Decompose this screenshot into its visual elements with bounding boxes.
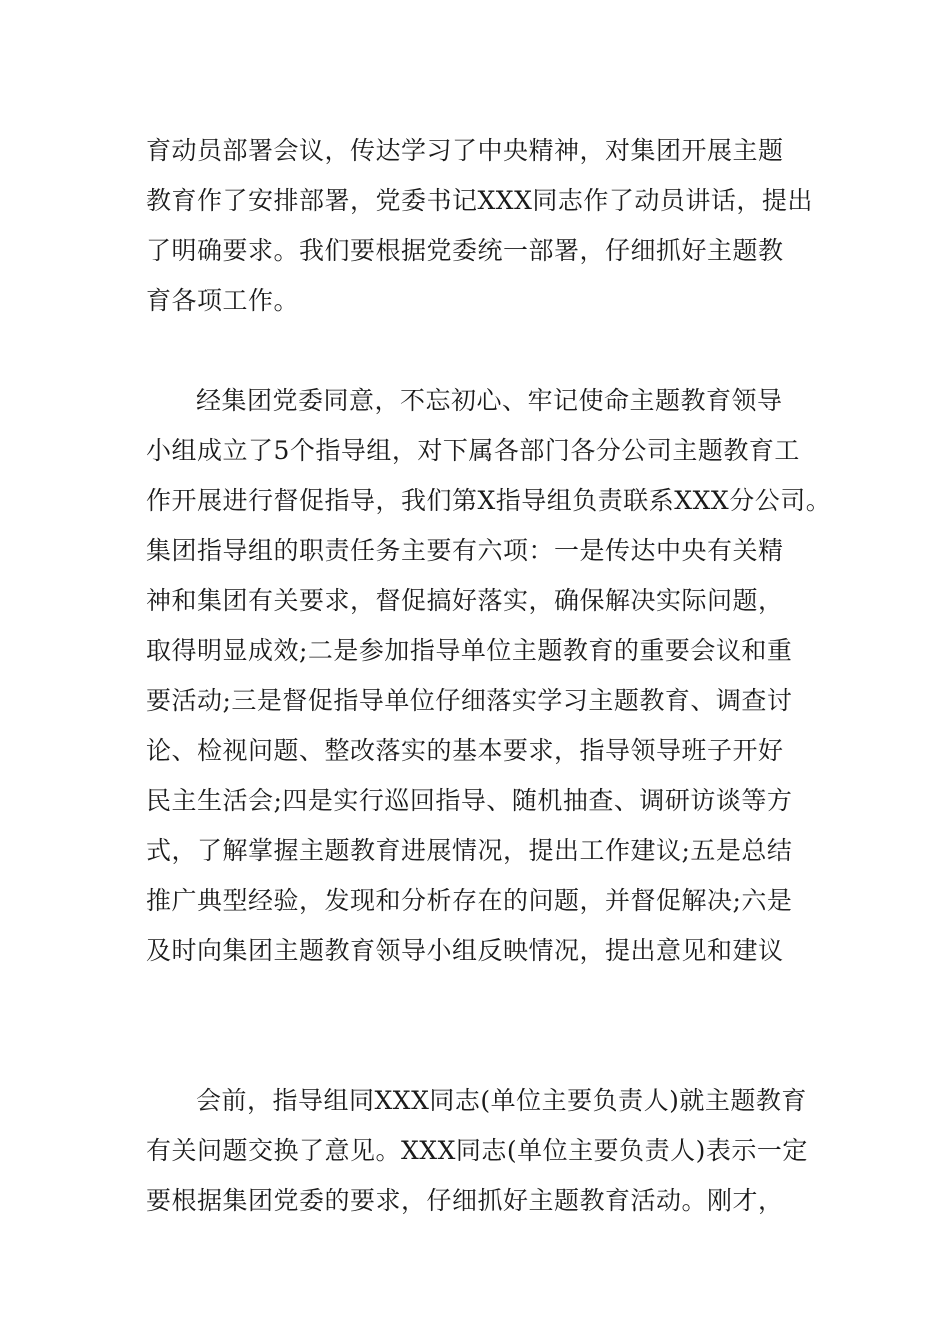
text-line: 经集团党委同意，不忘初心、牢记使命主题教育领导 [196,386,783,415]
paragraph-2 [146,376,832,976]
text-line: 民主生活会;四是实行巡回指导、随机抽查、调研访谈等方 [146,786,793,815]
paragraph-3 [146,1076,826,1226]
paragraph-1 [146,126,826,326]
text-line: 作开展进行督促指导，我们第X指导组负责联系XXX分公司。 [146,486,832,515]
text-line: 要根据集团党委的要求，仔细抓好主题教育活动。刚才， [146,1186,784,1215]
text-line: 教育作了安排部署，党委书记XXX同志作了动员讲话，提出 [146,186,813,215]
text-line: 要活动;三是督促指导单位仔细落实学习主题教育、调查讨 [146,686,793,715]
text-line: 了明确要求。我们要根据党委统一部署，仔细抓好主题教 [146,236,784,265]
text-line: 有关问题交换了意见。XXX同志(单位主要负责人)表示一定 [146,1136,808,1165]
text-line: 推广典型经验，发现和分析存在的问题，并督促解决;六是 [146,886,793,915]
text-line: 论、检视问题、整改落实的基本要求，指导领导班子开好 [146,736,784,765]
text-line: 神和集团有关要求，督促搞好落实，确保解决实际问题， [146,586,784,615]
text-line: 式，了解掌握主题教育进展情况，提出工作建议;五是总结 [146,836,793,865]
text-line: 育动员部署会议，传达学习了中央精神，对集团开展主题 [146,136,784,165]
text-line: 小组成立了5个指导组，对下属各部门各分公司主题教育工 [146,436,800,465]
text-line: 及时向集团主题教育领导小组反映情况，提出意见和建议 [146,936,784,965]
text-line: 集团指导组的职责任务主要有六项：一是传达中央有关精 [146,536,784,565]
text-line: 取得明显成效;二是参加指导单位主题教育的重要会议和重 [146,636,793,665]
text-line: 育各项工作。 [146,286,300,315]
text-line: 会前，指导组同XXX同志(单位主要负责人)就主题教育 [196,1086,807,1115]
